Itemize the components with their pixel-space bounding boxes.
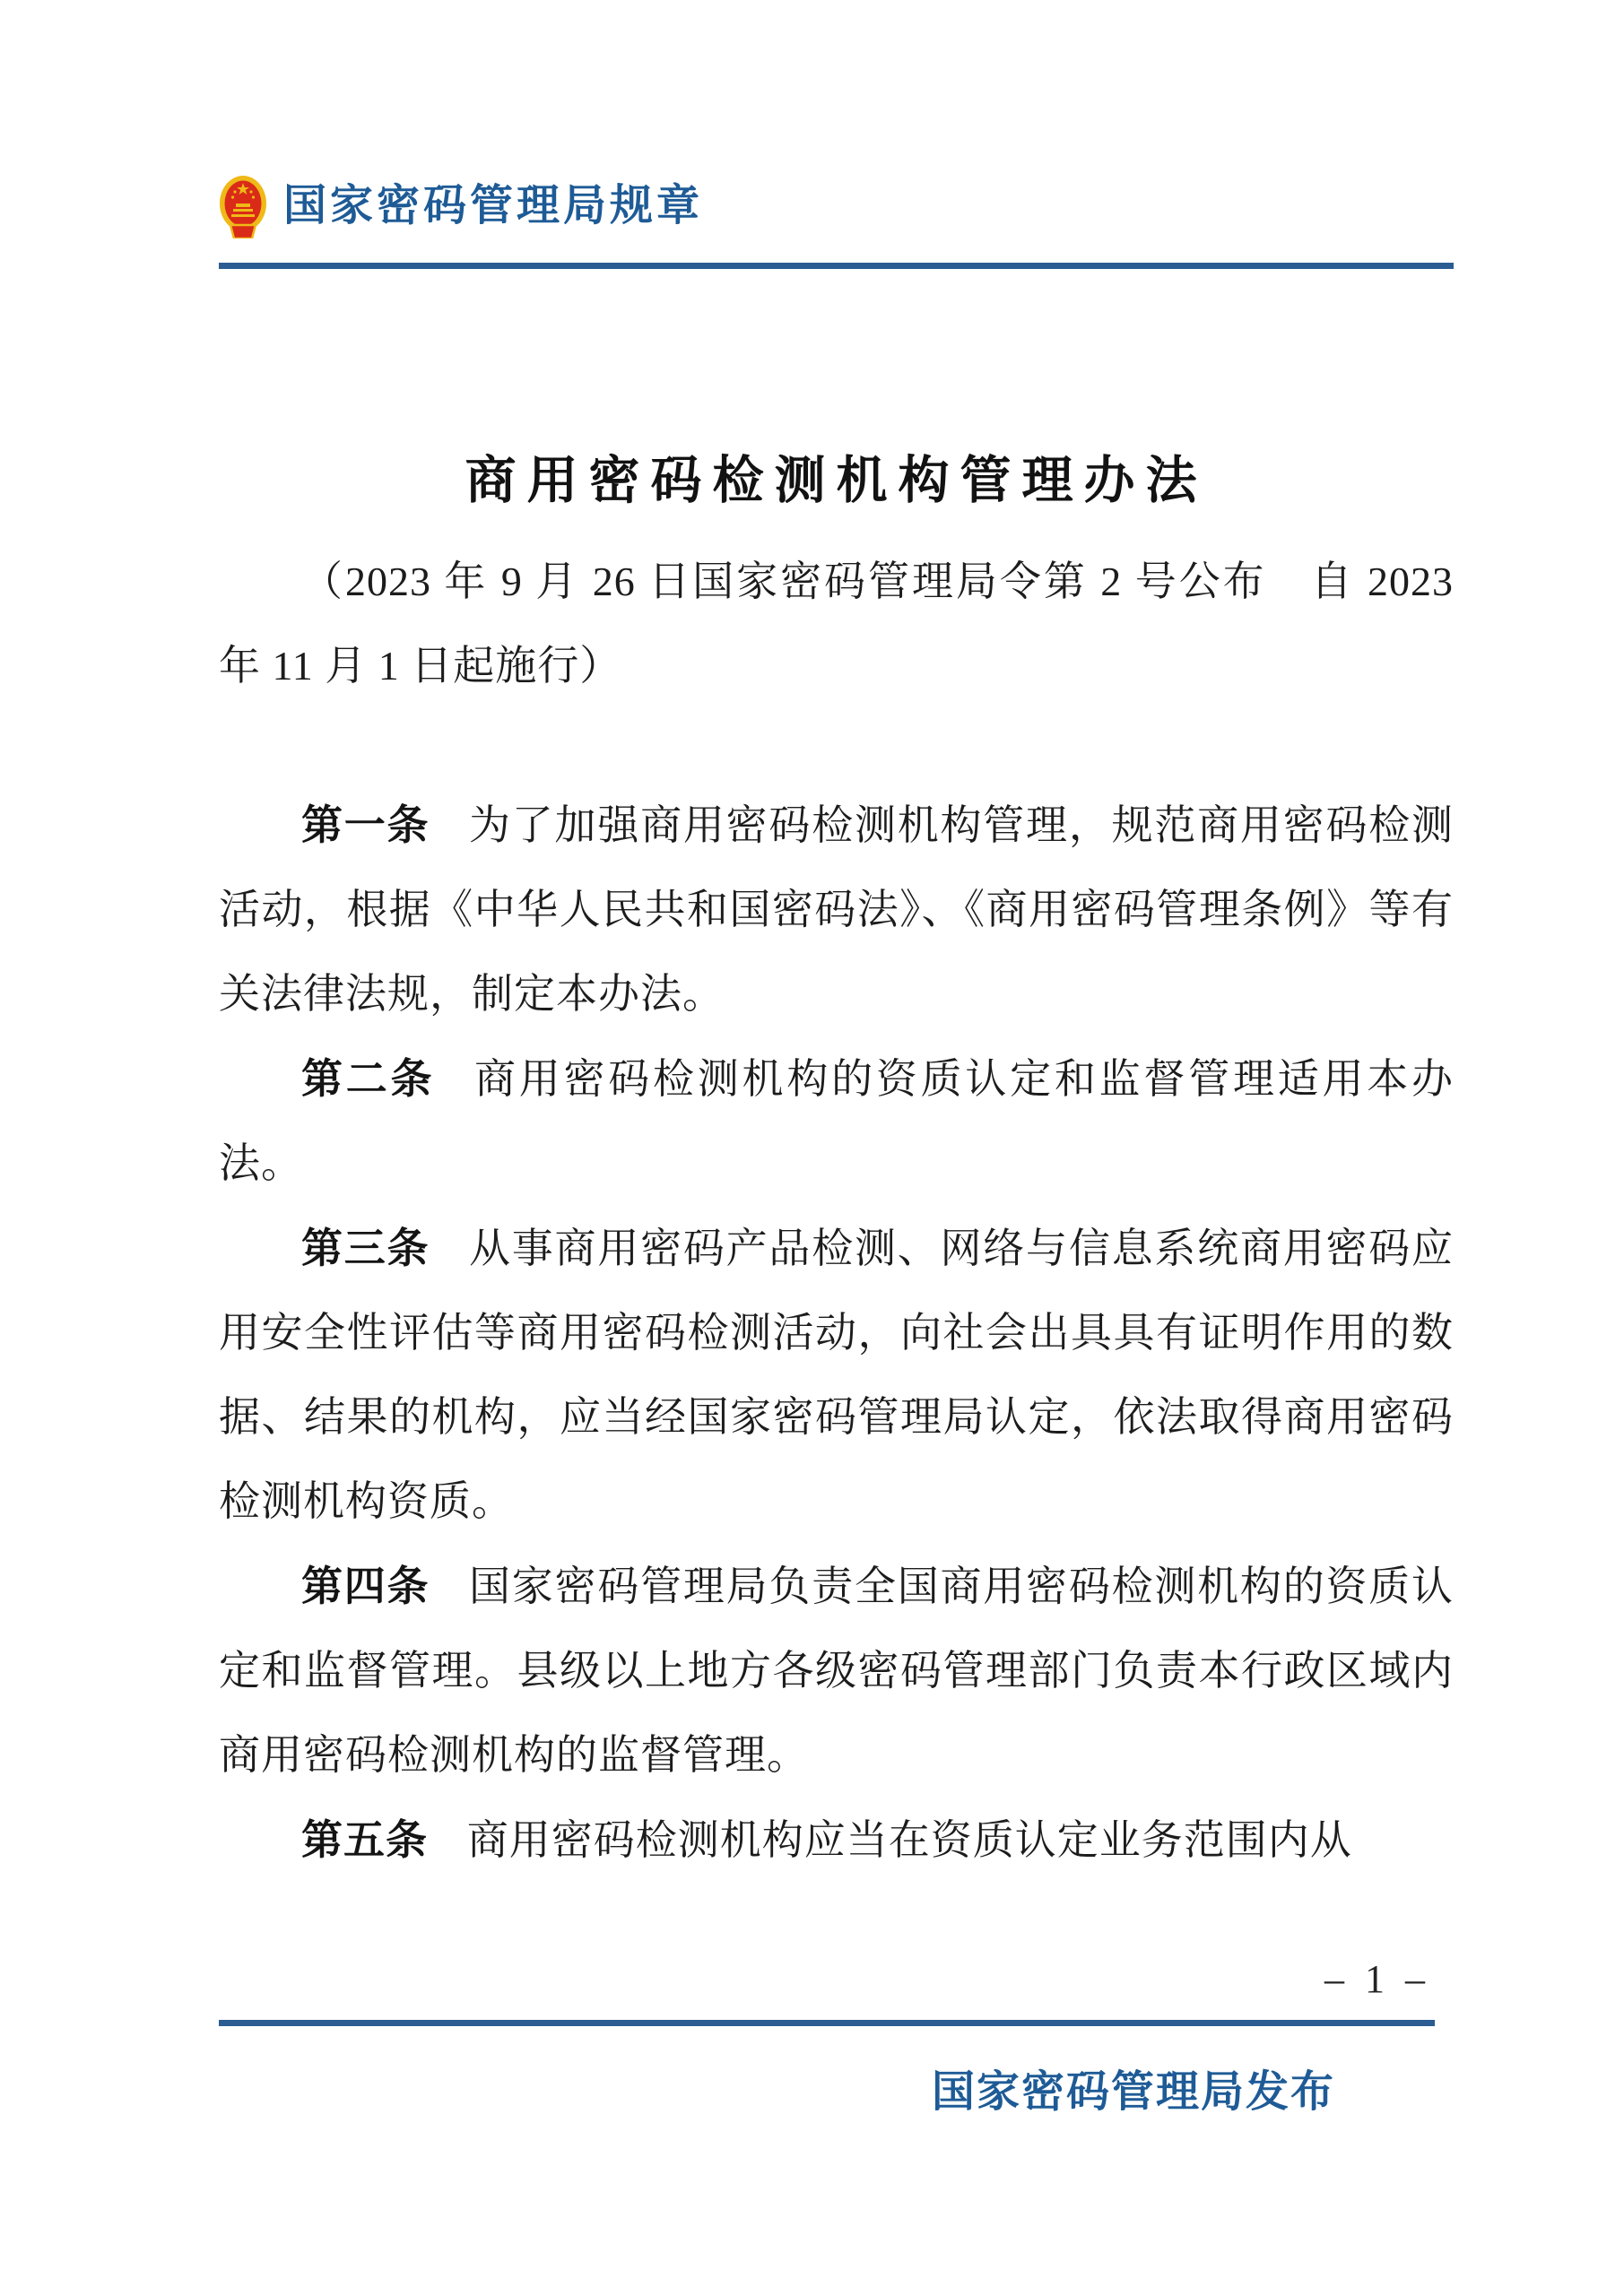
article-1-text: 为了加强商用密码检测机构管理，规范商用密码检测活动，根据《中华人民共和国密码法》、《商用密码管理条例》等有关法律法规，制定本办法。	[219, 802, 1455, 1017]
article-5-text: 商用密码检测机构应当在资质认定业务范围内从	[466, 1817, 1352, 1863]
article-3	[219, 1206, 1454, 1544]
articles	[219, 783, 1454, 1883]
article-4	[219, 1544, 1454, 1798]
header-agency-title: 国家密码管理局规章	[283, 181, 704, 230]
promulgation-note: （2023 年 9 月 26 日国家密码管理局令第 2 号公布 自 2023 年 11 月 1 日起施行）	[219, 559, 1454, 689]
article-1-label: 第一条	[301, 801, 430, 848]
footer-publisher: 国家密码管理局发布	[931, 2068, 1335, 2116]
article-2-label: 第二条	[301, 1055, 436, 1102]
article-1	[219, 783, 1454, 1036]
page-header	[219, 174, 703, 238]
article-4-label: 第四条	[301, 1563, 430, 1609]
article-5-label: 第五条	[301, 1816, 428, 1863]
article-5	[219, 1798, 1454, 1883]
header-divider-line	[219, 263, 1454, 269]
footer-divider-line	[219, 2020, 1435, 2026]
article-3-text: 从事商用密码产品检测、网络与信息系统商用密码应用安全性评估等商用密码检测活动，向社会出具具有证明作用的数据、结果的机构，应当经国家密码管理局认定，依法取得商用密码检测机构资质。	[219, 1226, 1455, 1524]
page-number: – 1 –	[1324, 1957, 1430, 2001]
article-4-text: 国家密码管理局负责全国商用密码检测机构的资质认定和监督管理。县级以上地方各级密码管理部门负责本行政区域内商用密码检测机构的监督管理。	[219, 1564, 1455, 1778]
article-2-text: 商用密码检测机构的资质认定和监督管理适用本办法。	[219, 1056, 1455, 1186]
article-2	[219, 1036, 1454, 1206]
article-3-label: 第三条	[301, 1225, 430, 1271]
document-content	[219, 430, 1454, 1883]
china-national-emblem-icon	[219, 174, 267, 238]
document-title: 商用密码检测机构管理办法	[465, 453, 1208, 509]
